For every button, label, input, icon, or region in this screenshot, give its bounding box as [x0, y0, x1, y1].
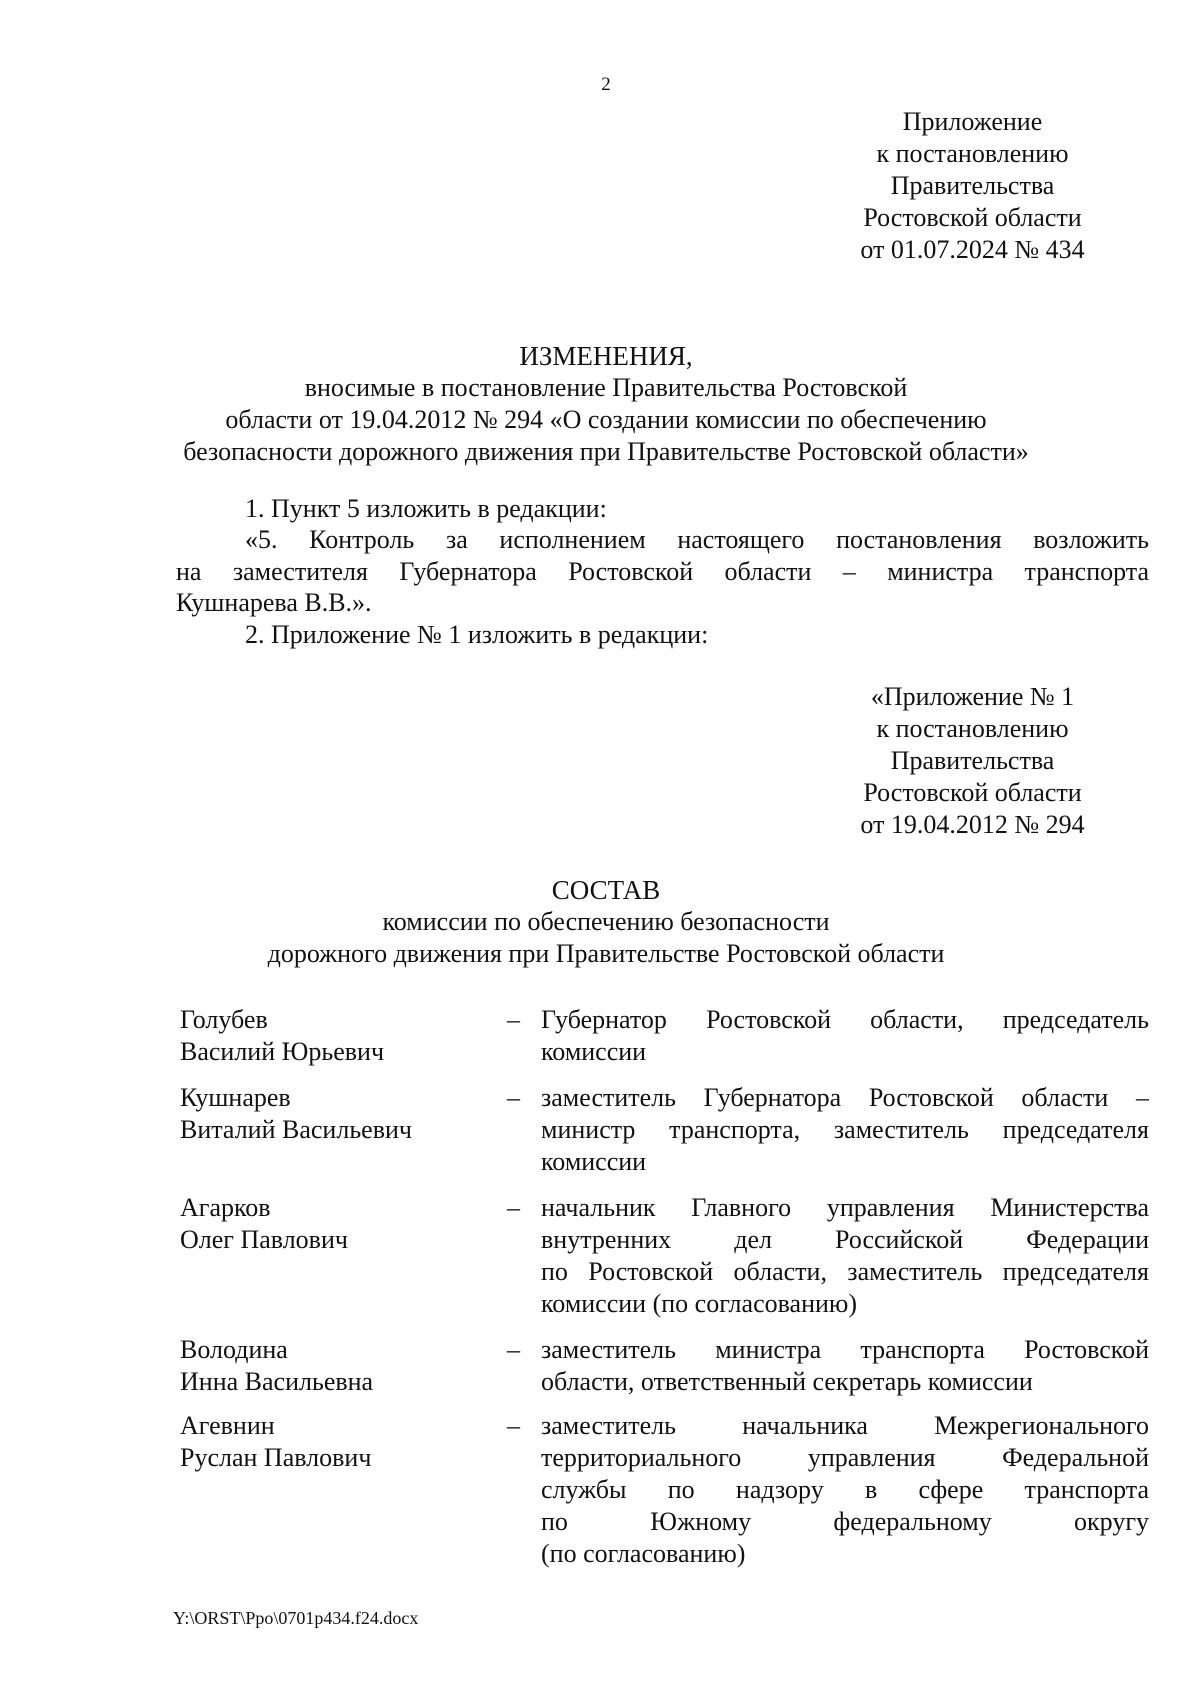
member-surname: Агарков [180, 1193, 271, 1222]
appendix1-header [840, 681, 1105, 841]
member-role-line: заместитель Губернатора Ростовской области – [541, 1083, 1149, 1112]
appendix-header [840, 106, 1105, 266]
member-role-line: заместитель министра транспорта Ростовской [541, 1335, 1149, 1364]
appendix-header-line: Правительства [890, 171, 1055, 200]
member-given-names: Василий Юрьевич [180, 1037, 385, 1066]
member-role-line: по Ростовской области, заместитель председателя [541, 1257, 1149, 1286]
member-given-names: Виталий Васильевич [180, 1115, 412, 1144]
member-dash: – [507, 1193, 520, 1222]
member-dash: – [507, 1335, 520, 1364]
member-name [180, 1192, 510, 1256]
member-role-line: территориального управления Федеральной [541, 1443, 1149, 1472]
composition-subtitle-line: дорожного движения при Правительстве Ростовской области [267, 939, 945, 968]
appendix1-header-line: Ростовской области [863, 778, 1082, 807]
member-role-line: министр транспорта, заместитель председателя [541, 1115, 1149, 1144]
member-given-names: Инна Васильевна [180, 1367, 374, 1396]
member-role [541, 1082, 1149, 1178]
changes-subtitle-line: вносимые в постановление Правительства Ростовской [304, 373, 908, 402]
member-role [541, 1192, 1149, 1320]
changes-heading [0, 340, 1200, 468]
member-dash: – [507, 1411, 520, 1440]
page-number: 2 [601, 74, 611, 95]
member-dash: – [507, 1083, 520, 1112]
item-1-quote-line: на заместителя Губернатора Ростовской области – министра транспорта [176, 557, 1149, 586]
member-surname: Володина [180, 1335, 288, 1364]
member-role-line: по Южному федеральному округу [541, 1507, 1149, 1536]
member-role [541, 1334, 1149, 1398]
member-role-line: Губернатор Ростовской области, председатель [541, 1005, 1149, 1034]
member-role-line: службы по надзору в сфере транспорта [541, 1475, 1149, 1504]
appendix1-header-line: Правительства [890, 746, 1055, 775]
member-name [180, 1334, 510, 1398]
changes-title: ИЗМЕНЕНИЯ, [519, 341, 693, 371]
composition-heading [0, 874, 1200, 970]
composition-title: СОСТАВ [551, 875, 661, 905]
member-dash: – [507, 1005, 520, 1034]
footer-file-path: Y:\ORST\Ppo\0701p434.f24.docx [173, 1608, 419, 1628]
member-role [541, 1410, 1149, 1570]
appendix1-header-line: от 19.04.2012 № 294 [860, 810, 1085, 839]
member-role-line: комиссии (по согласованию) [541, 1289, 857, 1318]
member-role-line: внутренних дел Российской Федерации [541, 1225, 1149, 1254]
appendix-header-line: от 01.07.2024 № 434 [860, 235, 1085, 264]
member-surname: Агевнин [180, 1411, 275, 1440]
appendix-header-line: Приложение [902, 107, 1043, 136]
member-surname: Кушнарев [180, 1083, 291, 1112]
item-1-quote-line: Кушнарева В.В.». [176, 588, 372, 617]
member-role-line: заместитель начальника Межрегионального [541, 1411, 1149, 1440]
member-name [180, 1082, 510, 1146]
changes-subtitle-line: безопасности дорожного движения при Правительстве Ростовской области» [183, 437, 1029, 466]
member-name [180, 1004, 510, 1068]
appendix1-header-line: «Приложение № 1 [870, 682, 1075, 711]
member-role-line: комиссии [541, 1037, 647, 1066]
appendix-header-line: Ростовской области [863, 203, 1082, 232]
appendix-header-line: к постановлению [876, 139, 1069, 168]
member-role [541, 1004, 1149, 1068]
composition-subtitle-line: комиссии по обеспечению безопасности [382, 907, 830, 936]
member-role-line: (по согласованию) [541, 1539, 746, 1568]
item-1: 1. Пункт 5 изложить в редакции: [245, 494, 607, 523]
member-role-line: начальник Главного управления Министерства [541, 1193, 1149, 1222]
appendix1-header-line: к постановлению [876, 714, 1069, 743]
member-given-names: Руслан Павлович [180, 1443, 372, 1472]
member-role-line: области, ответственный секретарь комиссии [541, 1367, 1033, 1396]
item-2: 2. Приложение № 1 изложить в редакции: [245, 620, 709, 649]
member-given-names: Олег Павлович [180, 1225, 348, 1254]
member-surname: Голубев [180, 1005, 268, 1034]
item-1-quote-line: «5. Контроль за исполнением настоящего постановления возложить [245, 525, 1149, 554]
member-name [180, 1410, 510, 1474]
member-role-line: комиссии [541, 1147, 647, 1176]
changes-subtitle-line: области от 19.04.2012 № 294 «О создании комиссии по обеспечению [225, 405, 987, 434]
